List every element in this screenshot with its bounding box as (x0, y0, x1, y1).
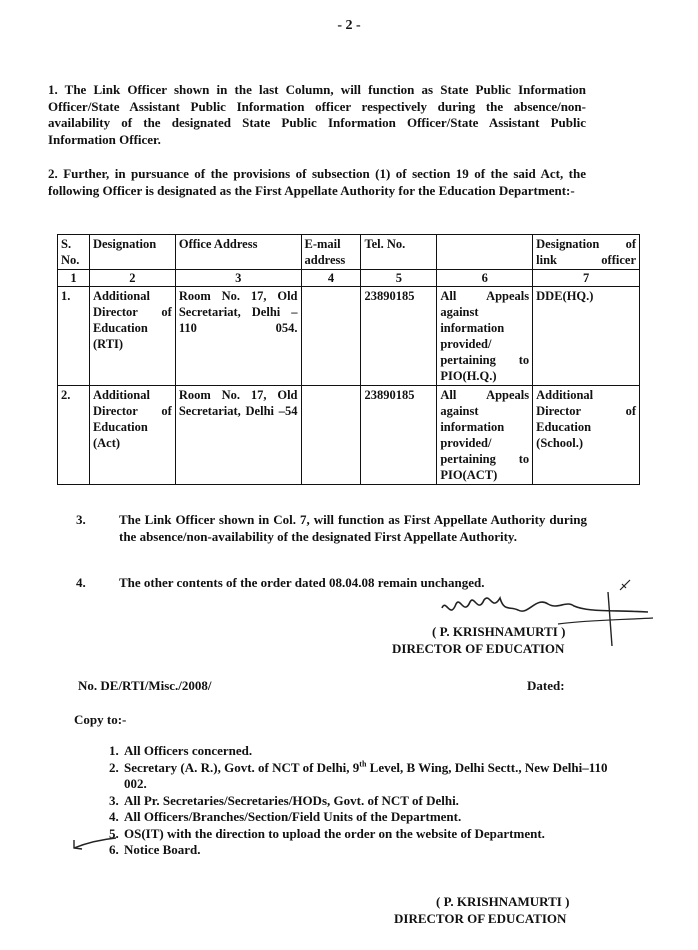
tick-mark (618, 578, 632, 592)
row-tel: 23890185 (361, 386, 437, 485)
row-email (301, 386, 361, 485)
column-number: 4 (301, 270, 361, 287)
header-tel: Tel. No. (361, 235, 437, 270)
column-number: 7 (533, 270, 640, 287)
header-link-officer: Designation of link officer (533, 235, 640, 270)
copy-to-label: Copy to:- (74, 712, 127, 727)
header-sno: S. No. (58, 235, 90, 270)
paragraph-2: 2. Further, in pursuance of the provisions of subsection (1) of section 19 of the said Act, the following Officer is designated as the First Appellate Authority for the Education Department:- (48, 166, 586, 198)
signatory-title: DIRECTOR OF EDUCATION (392, 641, 565, 656)
row-office-address: Room No. 17, Old Secretariat, Delhi – 110 054. (175, 287, 301, 386)
row-tel: 23890185 (361, 287, 437, 386)
row-appeals: All Appeals against information provided/ pertaining to PIO(H.Q.) (437, 287, 533, 386)
header-email: E-mail address (301, 235, 361, 270)
column-number: 1 (58, 270, 90, 287)
list-item: 2. Secretary (A. R.), Govt. of NCT of Delhi, 9th Level, B Wing, Delhi Sectt., New Delhi–110 002. (122, 760, 622, 793)
list-item: 1. All Officers concerned. (122, 743, 622, 760)
appellate-authority-table (57, 234, 640, 485)
signatory-name-2: ( P. KRISHNAMURTI ) (436, 894, 570, 909)
row-sno: 1. (58, 287, 90, 386)
table-row (58, 287, 640, 386)
header-designation: Designation (89, 235, 175, 270)
list-item: 5. OS(IT) with the direction to upload the order on the website of Department. (122, 826, 622, 843)
row-link-officer: Additional Director of Education (School.) (533, 386, 640, 485)
row-email (301, 287, 361, 386)
copy-list (78, 743, 622, 859)
reference-number: No. DE/RTI/Misc./2008/ (78, 678, 212, 693)
signatory-title-2: DIRECTOR OF EDUCATION (394, 911, 567, 926)
row-link-officer: DDE(HQ.) (533, 287, 640, 386)
dated-label: Dated: (527, 678, 565, 693)
page-number: - 2 - (337, 18, 361, 33)
paragraph-1: 1. The Link Officer shown in the last Column, will function as State Public Information Officer/State Assistant Public Information officer respectively during the absence/non-availability of the designated State Public Information Officer/State Assistant Public Information Officer. (48, 82, 586, 147)
row-designation: Additional Director of Education (Act) (89, 386, 175, 485)
list-item: 6. Notice Board. (122, 842, 622, 859)
column-number: 6 (437, 270, 533, 287)
paragraph-4: The other contents of the order dated 08.04.08 remain unchanged. (119, 575, 485, 590)
paragraph-3: The Link Officer shown in Col. 7, will function as First Appellate Authority during the absence/non-availability of the designated First Appellate Authority. (119, 512, 587, 544)
row-appeals: All Appeals against information provided/ pertaining to PIO(ACT) (437, 386, 533, 485)
table-row (58, 386, 640, 485)
table-header-row (58, 235, 640, 270)
column-number: 2 (89, 270, 175, 287)
paragraph-4-number: 4. (76, 575, 86, 590)
header-blank (437, 235, 533, 270)
list-item: 3. All Pr. Secretaries/Secretaries/HODs, Govt. of NCT of Delhi. (122, 793, 622, 810)
row-office-address: Room No. 17, Old Secretariat, Delhi –54 (175, 386, 301, 485)
row-designation: Additional Director of Education (RTI) (89, 287, 175, 386)
header-office-address: Office Address (175, 235, 301, 270)
row-sno: 2. (58, 386, 90, 485)
column-number: 5 (361, 270, 437, 287)
handwritten-arrow (70, 830, 118, 852)
list-item: 4. All Officers/Branches/Section/Field Units of the Department. (122, 809, 622, 826)
table-column-number-row (58, 270, 640, 287)
signatory-name: ( P. KRISHNAMURTI ) (432, 624, 566, 639)
paragraph-3-number: 3. (76, 512, 86, 527)
column-number: 3 (175, 270, 301, 287)
